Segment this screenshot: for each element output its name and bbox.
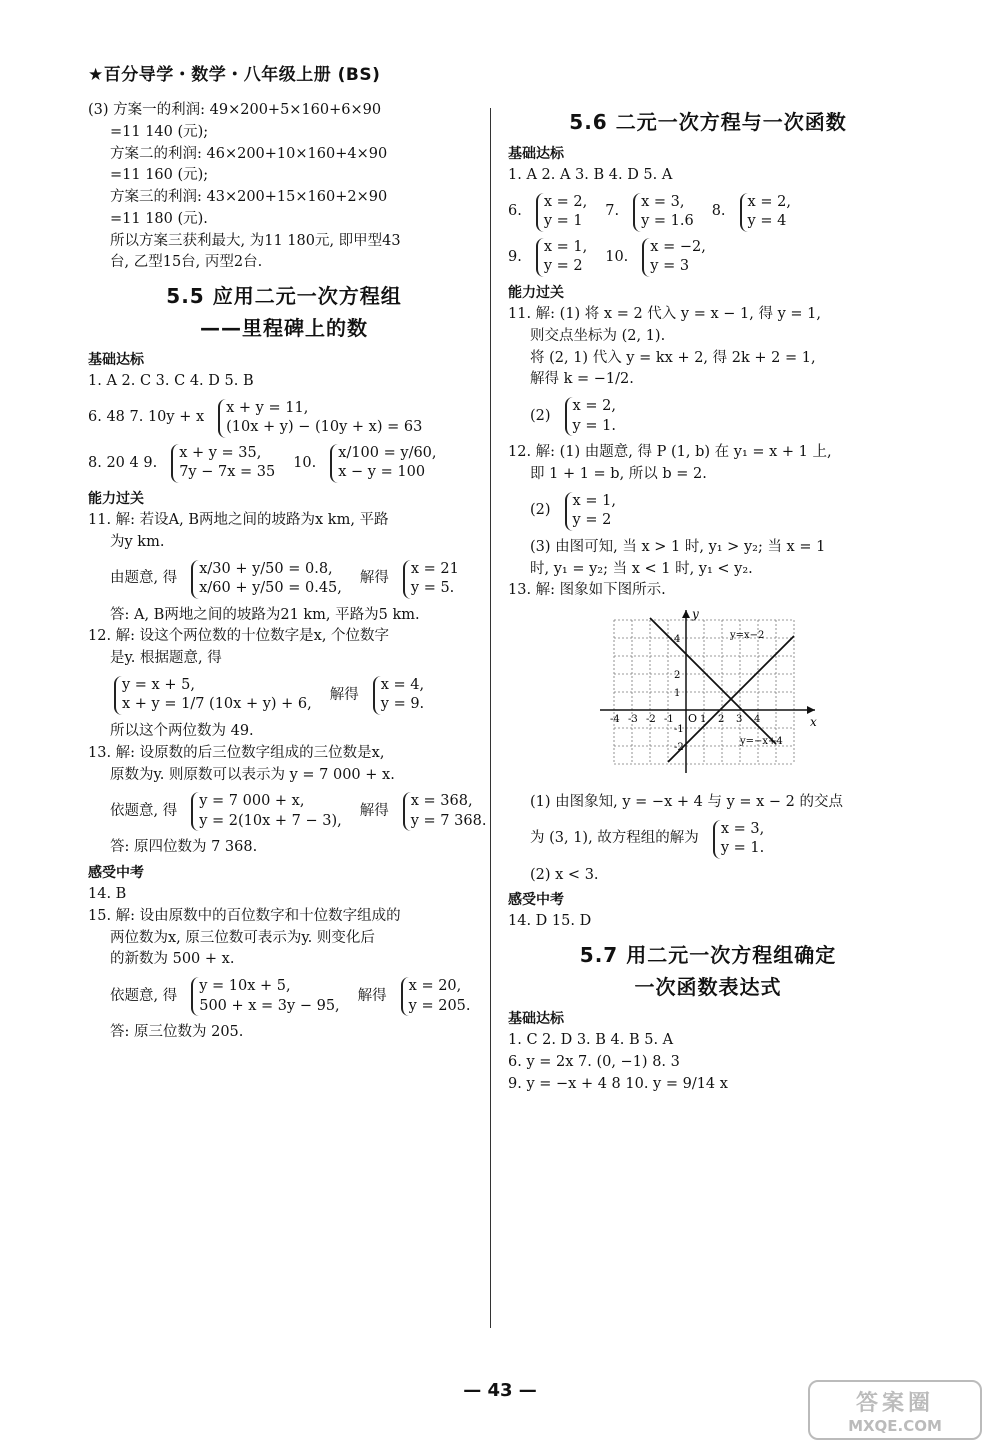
text-line: (2) x < 3. bbox=[530, 866, 599, 883]
y-tick-label: 1 bbox=[674, 688, 681, 699]
subheading: 基础达标 bbox=[88, 352, 144, 368]
subheading: 能力过关 bbox=[88, 491, 144, 507]
x-axis-label: x bbox=[810, 715, 817, 729]
x-tick-label: -4 bbox=[610, 714, 620, 725]
equation-system: x/30 + y/50 = 0.8, x/60 + y/50 = 0.45, bbox=[191, 560, 346, 599]
equation-system: x = 2, y = 1 bbox=[536, 193, 591, 232]
equation-system: y = x + 5, x + y = 1/7 (10x + y) + 6, bbox=[114, 676, 316, 715]
x-arrow-icon bbox=[807, 706, 815, 714]
text-line: 是y. 根据题意, 得 bbox=[110, 650, 222, 667]
text-line: 即 1 + 1 = b, 所以 b = 2. bbox=[530, 465, 707, 482]
column-divider bbox=[490, 108, 491, 1328]
section-title: 5.7 用二元一次方程组确定 一次函数表达式 bbox=[579, 943, 837, 1000]
answer-line: 14. D 15. D bbox=[508, 913, 592, 930]
text-line: 的新数为 500 + x. bbox=[110, 951, 235, 968]
text-line: (3) 方案一的利润: 49×200+5×160+6×90 bbox=[88, 102, 382, 118]
text-line: =11 160 (元); bbox=[110, 167, 209, 184]
text-line: 则交点坐标为 (2, 1). bbox=[530, 327, 666, 344]
x-tick-label: -2 bbox=[646, 714, 656, 725]
text-line: 为y km. bbox=[110, 533, 165, 550]
y-tick-label: 4 bbox=[674, 634, 681, 645]
subheading: 感受中考 bbox=[508, 892, 564, 909]
equation-system: x + y = 11, (10x + y) − (10y + x) = 63 bbox=[218, 399, 426, 438]
subheading: 基础达标 bbox=[508, 1011, 564, 1028]
text-line: =11 180 (元). bbox=[110, 210, 208, 227]
equation-system: x = 20, y = 205. bbox=[401, 977, 475, 1016]
equation-system: x = −2, y = 3 bbox=[642, 238, 710, 277]
page-header: ★百分导学・数学・八年级上册 (BS) bbox=[88, 65, 381, 85]
solution-row: (2) x = 1, y = 2 bbox=[508, 492, 908, 531]
equation-system: x = 368, y = 7 368. bbox=[403, 792, 491, 831]
text-line: 时, y₁ = y₂; 当 x < 1 时, y₁ < y₂. bbox=[530, 560, 753, 577]
x-tick-label: 1 bbox=[700, 714, 707, 725]
line-label: y=x−2 bbox=[730, 630, 765, 641]
text-line: 台, 乙型15台, 丙型2台. bbox=[110, 254, 263, 271]
answer-row: 6. x = 2, y = 1 7. x = 3, y = 1.6 8. x = 2, y = 4 bbox=[508, 193, 908, 232]
equation-system: x = 21 y = 5. bbox=[403, 560, 463, 599]
text-line: 答: 原四位数为 7 368. bbox=[110, 839, 258, 856]
answer-row: 9. x = 1, y = 2 10. x = −2, y = 3 bbox=[508, 238, 908, 277]
subheading: 基础达标 bbox=[508, 146, 564, 162]
text-line: 将 (2, 1) 代入 y = kx + 2, 得 2k + 2 = 1, bbox=[530, 349, 816, 366]
text-line: =11 140 (元); bbox=[110, 123, 209, 140]
text-line: 两位数为x, 原三位数可表示为y. 则变化后 bbox=[110, 929, 375, 946]
text-line: 12. 解: 设这个两位数的十位数字是x, 个位数字 bbox=[88, 628, 390, 645]
solution-row: (2) x = 2, y = 1. bbox=[508, 397, 908, 436]
answer-line: 1. A 2. C 3. C 4. D 5. B bbox=[88, 373, 254, 389]
equation-system: x/100 = y/60, x − y = 100 bbox=[330, 444, 440, 483]
equation-system: x = 2, y = 1. bbox=[565, 397, 620, 436]
y-tick-label: -2 bbox=[674, 742, 684, 753]
text-line: 12. 解: (1) 由题意, 得 P (1, b) 在 y₁ = x + 1 上, bbox=[508, 444, 832, 461]
text-line: 11. 解: (1) 将 x = 2 代入 y = x − 1, 得 y = 1, bbox=[508, 306, 821, 322]
left-column bbox=[88, 100, 487, 1044]
answer-line: 14. B bbox=[88, 886, 127, 903]
equation-system: x = 4, y = 9. bbox=[373, 676, 428, 715]
equation-system: x = 1, y = 2 bbox=[536, 238, 591, 277]
text-line: 所以方案三获利最大, 为11 180元, 即甲型43 bbox=[110, 232, 401, 249]
x-tick-label: -3 bbox=[628, 714, 638, 725]
text-line: 答: A, B两地之间的坡路为21 km, 平路为5 km. bbox=[110, 606, 420, 623]
watermark-logo: 答案圈 MXQE.COM bbox=[808, 1380, 982, 1440]
coordinate-graph bbox=[600, 608, 820, 778]
text-line: 原数为y. 则原数可以表示为 y = 7 000 + x. bbox=[110, 766, 395, 783]
origin-label: O bbox=[688, 712, 698, 725]
answer-line: 9. y = −x + 4 8 10. y = 9/14 x bbox=[508, 1075, 728, 1092]
subheading: 能力过关 bbox=[508, 285, 564, 301]
solution-row: 为 (3, 1), 故方程组的解为 x = 3, y = 1. bbox=[508, 820, 908, 859]
text-line: 答: 原三位数为 205. bbox=[110, 1024, 244, 1041]
answer-line: 1. C 2. D 3. B 4. B 5. A bbox=[508, 1032, 674, 1049]
tick-labels bbox=[610, 634, 760, 753]
equation-system: x = 3, y = 1.6 bbox=[633, 193, 698, 232]
equation-system: y = 10x + 5, 500 + x = 3y − 95, bbox=[191, 977, 343, 1016]
text-line: 11. 解: 若设A, B两地之间的坡路为x km, 平路 bbox=[88, 512, 389, 528]
y-axis-label: y bbox=[692, 608, 699, 621]
section-title: 5.6 二元一次方程与一次函数 bbox=[569, 110, 847, 134]
y-arrow-icon bbox=[682, 610, 690, 618]
text-line: 13. 解: 图象如下图所示. bbox=[508, 582, 666, 599]
x-tick-label: 3 bbox=[736, 714, 743, 725]
text-line: 方案二的利润: 46×200+10×160+4×90 bbox=[110, 145, 388, 162]
answer-row: 6. 48 7. 10y + x x + y = 11, (10x + y) − (10y + x) = 63 bbox=[88, 399, 480, 438]
answer-row: 8. 20 4 9. x + y = 35, 7y − 7x = 35 10. x/100 = y/60, x − y = 100 bbox=[88, 444, 480, 483]
answer-line: 6. y = 2x 7. (0, −1) 8. 3 bbox=[508, 1053, 680, 1070]
page-number: — 43 — bbox=[463, 1380, 537, 1401]
text-line: (1) 由图象知, y = −x + 4 与 y = x − 2 的交点 bbox=[530, 793, 844, 810]
solution-row: 由题意, 得 x/30 + y/50 = 0.8, x/60 + y/50 = 0.45, 解得 x = 21 y = 5. bbox=[88, 560, 480, 599]
x-tick-label: 4 bbox=[754, 714, 761, 725]
solution-row: 依题意, 得 y = 7 000 + x, y = 2(10x + 7 − 3), 解得 x = 368, y = 7 368. bbox=[88, 792, 480, 831]
subheading: 感受中考 bbox=[88, 865, 144, 882]
text-line: 方案三的利润: 43×200+15×160+2×90 bbox=[110, 189, 388, 205]
y-tick-label: 2 bbox=[674, 670, 681, 681]
y-tick-label: -1 bbox=[674, 724, 684, 735]
answer-line: 1. A 2. A 3. B 4. D 5. A bbox=[508, 167, 673, 183]
right-column bbox=[508, 100, 908, 1095]
line-label: y=−x+4 bbox=[740, 736, 783, 747]
text-line: 解得 k = −1/2. bbox=[530, 371, 634, 388]
equation-system: x = 2, y = 4 bbox=[740, 193, 795, 232]
x-tick-label: 2 bbox=[718, 714, 725, 725]
text-line: 15. 解: 设由原数中的百位数字和十位数字组成的 bbox=[88, 907, 401, 924]
equation-system: x = 1, y = 2 bbox=[565, 492, 620, 531]
text-line: 13. 解: 设原数的后三位数字组成的三位数是x, bbox=[88, 744, 385, 761]
solution-row: y = x + 5, x + y = 1/7 (10x + y) + 6, 解得 x = 4, y = 9. bbox=[88, 676, 480, 715]
solution-row: 依题意, 得 y = 10x + 5, 500 + x = 3y − 95, 解得 x = 20, y = 205. bbox=[88, 977, 480, 1016]
text-line: (3) 由图可知, 当 x > 1 时, y₁ > y₂; 当 x = 1 bbox=[530, 538, 826, 555]
x-tick-label: -1 bbox=[664, 714, 674, 725]
equation-system: x = 3, y = 1. bbox=[713, 820, 768, 859]
equation-system: y = 7 000 + x, y = 2(10x + 7 − 3), bbox=[191, 792, 346, 831]
section-title: 5.5 应用二元一次方程组 ——里程碑上的数 bbox=[166, 284, 402, 340]
text-line: 所以这个两位数为 49. bbox=[110, 723, 254, 739]
equation-system: x + y = 35, 7y − 7x = 35 bbox=[171, 444, 279, 483]
